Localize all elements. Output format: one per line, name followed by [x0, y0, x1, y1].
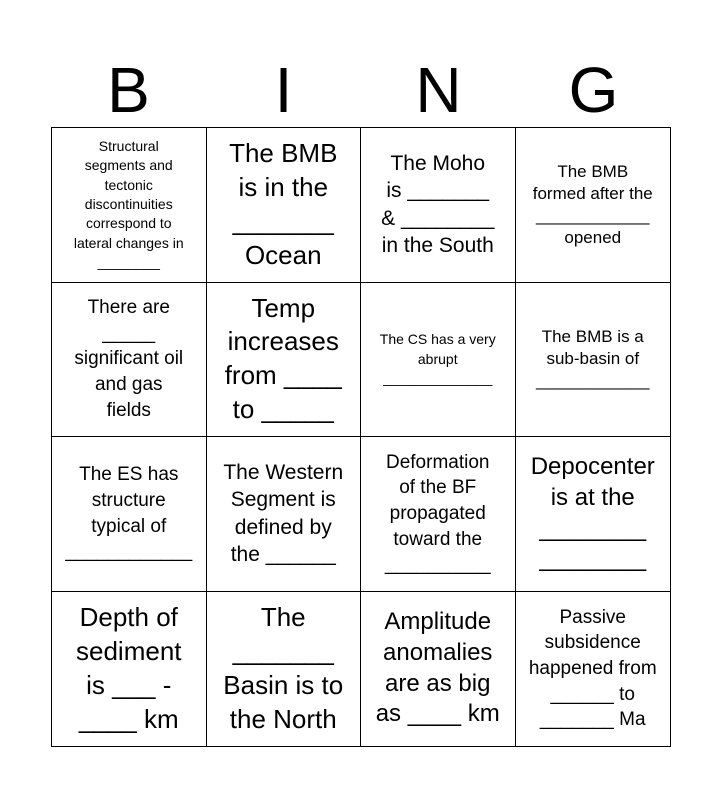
bingo-cell[interactable] [52, 128, 207, 283]
cell-text: The Western Segment is defined by the ______ [223, 461, 344, 567]
bingo-cell[interactable] [516, 437, 671, 592]
cell-text: The ES has structure typical of ____________ [65, 464, 193, 563]
cell-text: Temp increases from ____ to _____ [224, 292, 342, 425]
bingo-cell[interactable] [52, 437, 207, 592]
title-letter-i: I [274, 54, 293, 126]
bingo-cell[interactable] [361, 592, 516, 747]
bingo-title [51, 52, 671, 128]
bingo-cell[interactable] [207, 592, 362, 747]
cell-text: Deformation of the BF propagated toward the __________ [384, 451, 491, 576]
cell-text: The BMB formed after the ____________ opened [532, 161, 653, 247]
bingo-cell[interactable] [207, 128, 362, 283]
title-letter-g: G [568, 54, 619, 126]
bingo-cell[interactable] [361, 128, 516, 283]
bingo-cell[interactable] [516, 128, 671, 283]
cell-text: The BMB is in the _______ Ocean [229, 138, 338, 270]
bingo-card-grid [51, 127, 671, 747]
bingo-cell[interactable] [516, 592, 671, 747]
cell-text: The CS has a very abrupt ______________ [379, 331, 496, 386]
cell-text: Passive subsidence happened from ______ to _______ Ma [528, 606, 657, 731]
cell-text: Depth of sediment is ___ - ____ km [76, 602, 182, 734]
bingo-cell[interactable] [52, 283, 207, 438]
title-letter-n: N [415, 54, 462, 126]
bingo-cell[interactable] [207, 437, 362, 592]
cell-text: The BMB is a sub-basin of ____________ [536, 327, 650, 391]
bingo-cell[interactable] [516, 283, 671, 438]
bingo-cell[interactable] [52, 592, 207, 747]
cell-text: There are _____ significant oil and gas fields [74, 297, 184, 421]
bingo-cell[interactable] [207, 283, 362, 438]
cell-text: Structural segments and tectonic discontinuities correspond to lateral changes in ________ [73, 138, 184, 271]
cell-text: Amplitude anomalies are as big as ____ km [375, 608, 500, 728]
cell-text: The Moho is _______ & ________ in the South [381, 152, 495, 258]
bingo-cell[interactable] [361, 437, 516, 592]
cell-text: Depocenter is at the ________ ________ [530, 453, 655, 573]
title-letter-b: B [107, 54, 150, 126]
bingo-cell[interactable] [361, 283, 516, 438]
cell-text: The _______ Basin is to the North [223, 602, 344, 734]
